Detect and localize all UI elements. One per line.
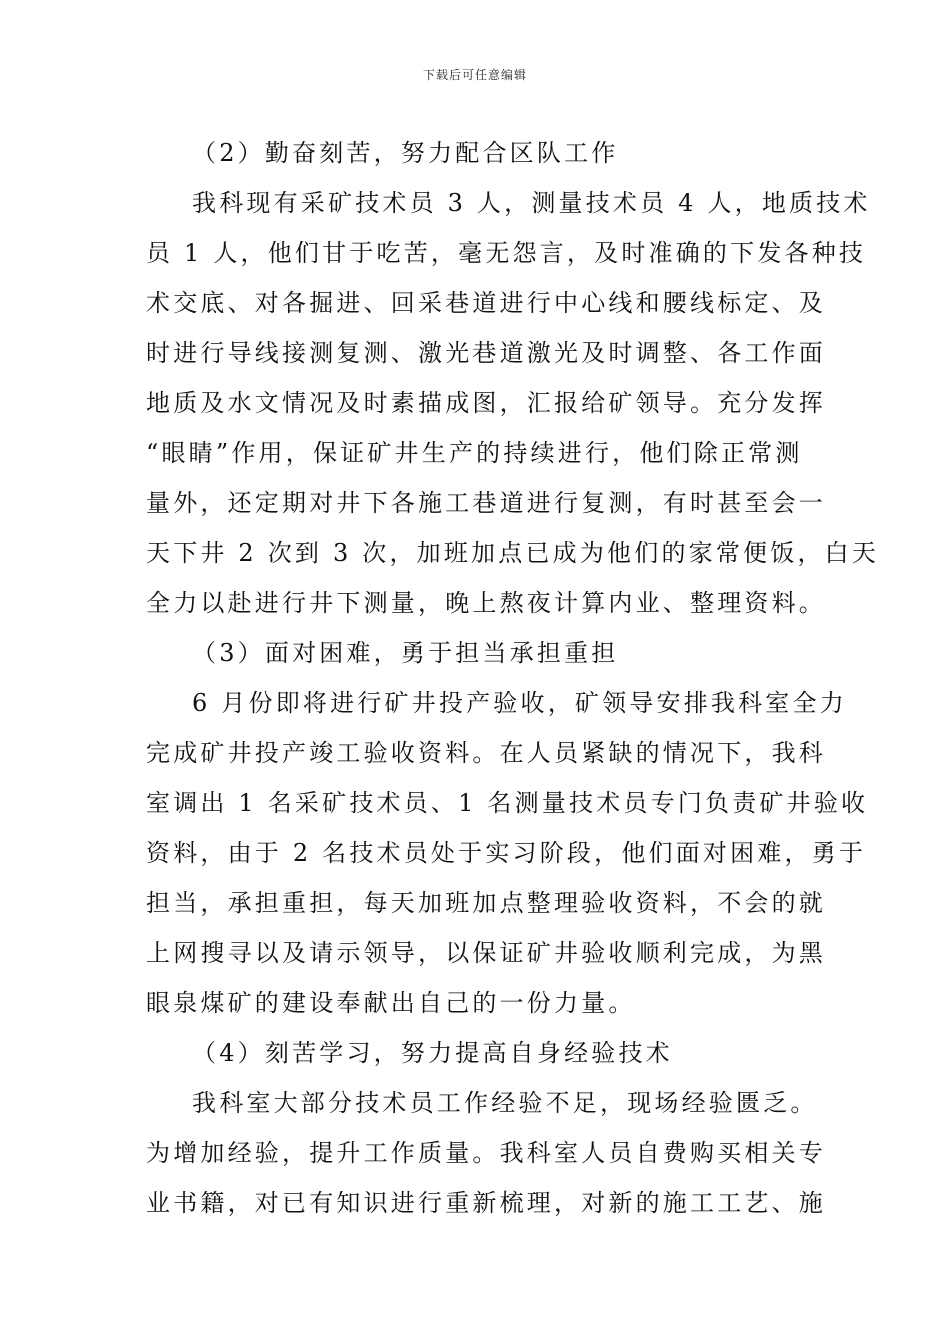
paragraph-line: 上网搜寻以及请示领导，以保证矿井验收顺利完成，为黑: [146, 939, 826, 967]
section-heading-4: （4）刻苦学习，努力提高自身经验技术: [192, 1039, 673, 1067]
section-heading-2: （2）勤奋刻苦，努力配合区队工作: [192, 139, 619, 167]
paragraph-line: 我科室大部分技术员工作经验不足，现场经验匮乏。: [192, 1089, 818, 1117]
paragraph-line: 室调出 1 名采矿技术员、1 名测量技术员专门负责矿井验收: [146, 789, 869, 817]
paragraph-line: 员 1 人，他们甘于吃苦，毫无怨言，及时准确的下发各种技: [146, 239, 867, 267]
paragraph-line: 量外，还定期对井下各施工巷道进行复测，有时甚至会一: [146, 489, 826, 517]
paragraph-line: 术交底、对各掘进、回采巷道进行中心线和腰线标定、及: [146, 289, 826, 317]
document-body: [146, 128, 880, 1228]
paragraph-line: 天下井 2 次到 3 次，加班加点已成为他们的家常便饭，白天: [146, 539, 880, 567]
paragraph-line: 6 月份即将进行矿井投产验收，矿领导安排我科室全力: [192, 689, 847, 717]
paragraph-line: “眼睛”作用，保证矿井生产的持续进行，他们除正常测: [146, 439, 803, 467]
paragraph-line: 业书籍，对已有知识进行重新梳理，对新的施工工艺、施: [146, 1189, 826, 1217]
paragraph-line: 为增加经验，提升工作质量。我科室人员自费购买相关专: [146, 1139, 826, 1167]
paragraph-line: 地质及水文情况及时素描成图，汇报给矿领导。充分发挥: [146, 389, 826, 417]
paragraph-line: 完成矿井投产竣工验收资料。在人员紧缺的情况下，我科: [146, 739, 826, 767]
section-heading-3: （3）面对困难，勇于担当承担重担: [192, 639, 619, 667]
paragraph-line: 担当，承担重担，每天加班加点整理验收资料，不会的就: [146, 889, 826, 917]
paragraph-line: 资料，由于 2 名技术员处于实习阶段，他们面对困难，勇于: [146, 839, 867, 867]
paragraph-line: 全力以赴进行井下测量，晚上熬夜计算内业、整理资料。: [146, 589, 826, 617]
paragraph-line: 我科现有采矿技术员 3 人，测量技术员 4 人，地质技术: [192, 189, 871, 217]
paragraph-line: 时进行导线接测复测、激光巷道激光及时调整、各工作面: [146, 339, 826, 367]
paragraph-line: 眼泉煤矿的建设奉献出自己的一份力量。: [146, 989, 636, 1017]
header-note: 下载后可任意编辑: [422, 68, 527, 82]
